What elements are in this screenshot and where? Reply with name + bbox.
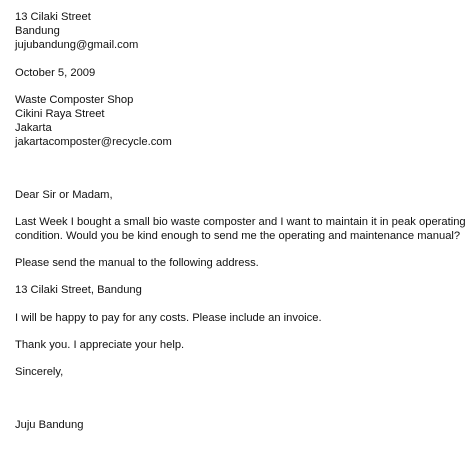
sender-email: jujubandung@gmail.com bbox=[15, 39, 139, 52]
signature-block bbox=[15, 418, 470, 432]
paragraph-text: Thank you. I appreciate your help. bbox=[15, 338, 185, 351]
recipient-city: Jakarta bbox=[15, 122, 52, 135]
signature-name: Juju Bandung bbox=[15, 419, 84, 432]
recipient-email: jakartacomposter@recycle.com bbox=[15, 136, 172, 149]
recipient-address bbox=[15, 93, 470, 150]
letter-date-block bbox=[15, 66, 470, 80]
paragraph-text: 13 Cilaki Street, Bandung bbox=[15, 284, 142, 297]
closing-block bbox=[15, 365, 470, 379]
letter bbox=[15, 10, 470, 432]
sender-address bbox=[15, 10, 470, 53]
salutation: Dear Sir or Madam, bbox=[15, 188, 113, 201]
letter-date: October 5, 2009 bbox=[15, 66, 96, 79]
paragraph-send-manual bbox=[15, 256, 470, 270]
sender-city: Bandung bbox=[15, 25, 60, 38]
paragraph-text: Last Week I bought a small bio waste composter and I want to maintain it in peak operating condition. Would you be kind enough to send me the operating and maintenance manual? bbox=[15, 215, 466, 243]
salutation-block bbox=[15, 188, 470, 202]
paragraph-address bbox=[15, 283, 470, 297]
sender-street: 13 Cilaki Street bbox=[15, 11, 91, 23]
paragraph-thanks bbox=[15, 338, 470, 352]
recipient-name: Waste Composter Shop bbox=[15, 93, 134, 106]
paragraph-payment bbox=[15, 311, 470, 325]
recipient-street: Cikini Raya Street bbox=[15, 108, 105, 121]
closing: Sincerely, bbox=[15, 366, 64, 379]
paragraph-text: Please send the manual to the following address. bbox=[15, 257, 259, 270]
paragraph-request bbox=[15, 215, 470, 243]
paragraph-text: I will be happy to pay for any costs. Please include an invoice. bbox=[15, 311, 322, 324]
